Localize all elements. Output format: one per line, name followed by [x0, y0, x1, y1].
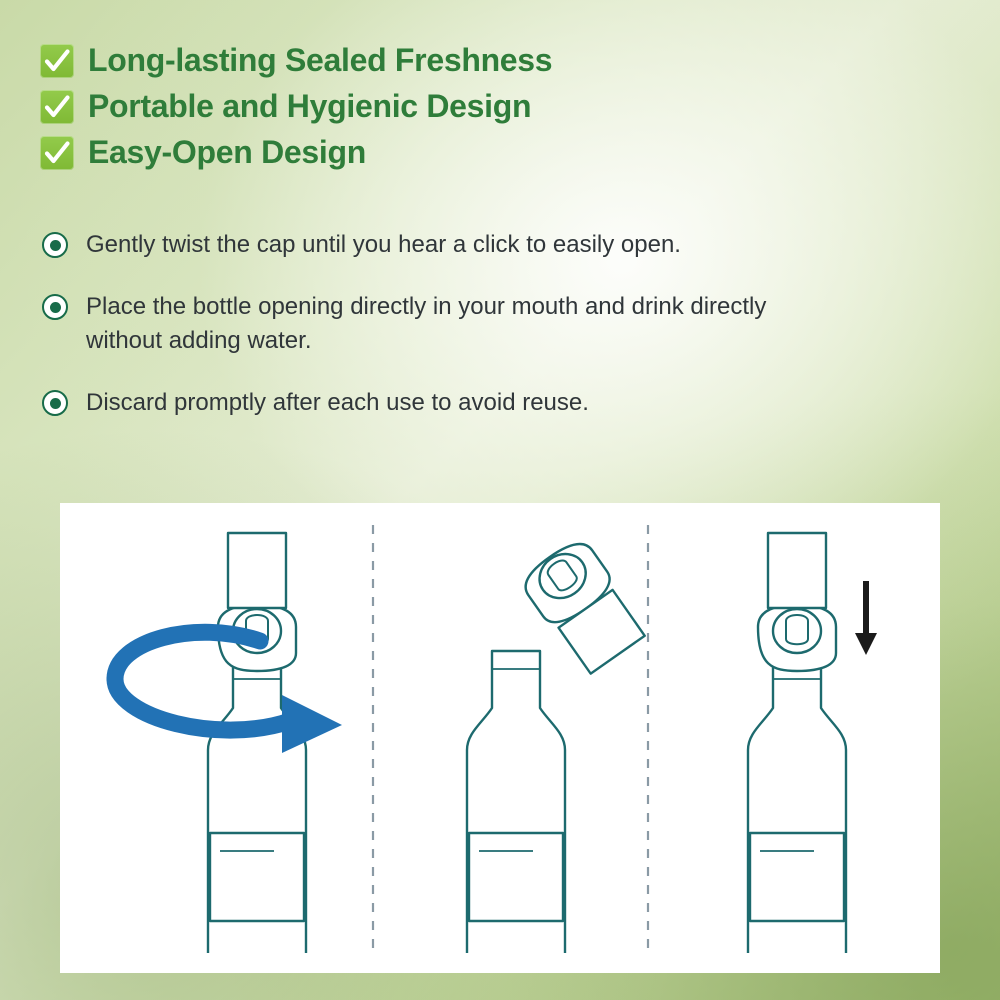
- check-icon: [40, 136, 74, 170]
- instruction-item-1: [42, 290, 872, 358]
- feature-list: [40, 42, 860, 180]
- instruction-text: Gently twist the cap until you hear a click to easily open.: [86, 231, 681, 258]
- instruction-item-2: [42, 386, 872, 420]
- radio-bullet-icon: [42, 294, 68, 320]
- feature-item-1: [40, 88, 860, 125]
- press-cap-step: [748, 533, 846, 953]
- feature-item-0: [40, 42, 860, 79]
- radio-bullet-icon: [42, 232, 68, 258]
- feature-label: Easy-Open Design: [88, 134, 366, 170]
- radio-bullet-icon: [42, 390, 68, 416]
- check-icon: [40, 90, 74, 124]
- instruction-list: [42, 228, 872, 448]
- usage-diagram-panel: [60, 503, 940, 973]
- feature-label: Portable and Hygienic Design: [88, 88, 532, 124]
- instruction-item-0: [42, 228, 872, 262]
- instruction-text: Discard promptly after each use to avoid reuse.: [86, 389, 589, 417]
- feature-label: Long-lasting Sealed Freshness: [88, 42, 553, 78]
- instruction-text: Place the bottle opening directly in your mouth and drink directly without adding water.: [86, 293, 767, 355]
- feature-item-2: [40, 134, 860, 171]
- diagram-illustration: [60, 503, 940, 973]
- check-icon: [40, 44, 74, 78]
- down-arrow-icon: [855, 581, 877, 655]
- remove-cap-step: [467, 651, 565, 953]
